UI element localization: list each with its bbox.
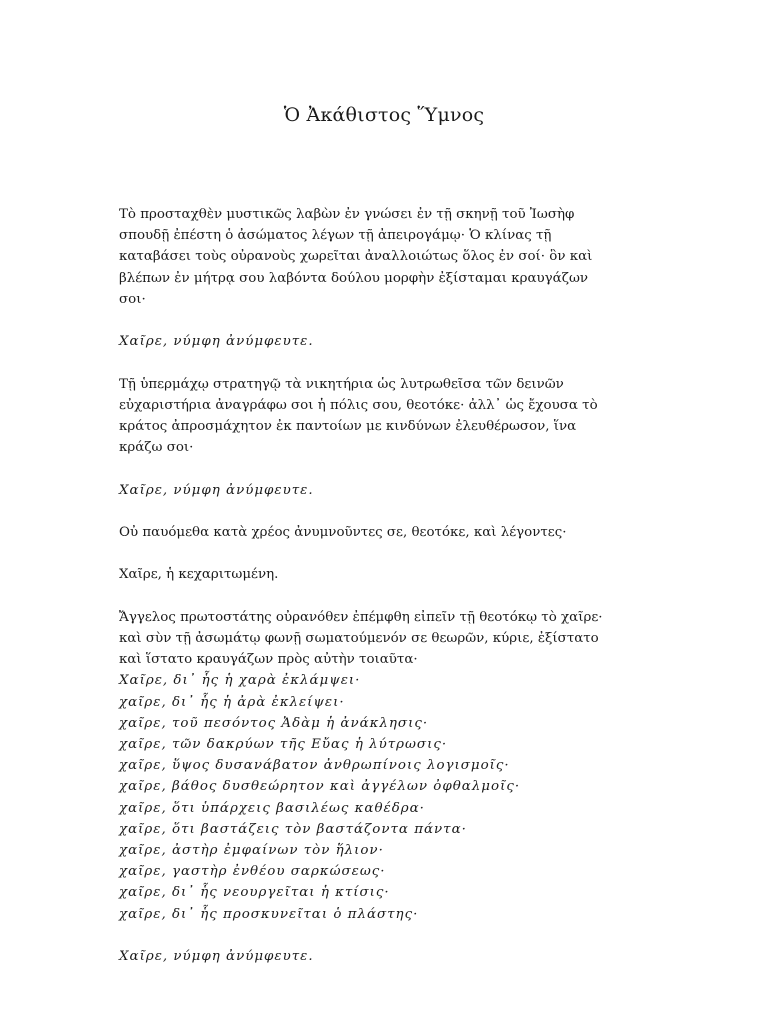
text-line: κράζω σοι· — [119, 440, 194, 456]
text-line: σπουδῇ ἐπέστη ὁ ἀσώματος λέγων τῇ ἀπειρογάμῳ· Ὁ κλίνας τῇ — [119, 228, 552, 244]
paragraph-spacer — [119, 310, 639, 331]
paragraph-ou-pavometha — [119, 522, 639, 543]
text-line: κράτος ἀπροσμάχητον ἐκ παντοίων με κινδύνων ἐλευθέρωσον, ἵνα — [119, 419, 577, 434]
document-title: Ὁ Ἀκάθιστος Ὕμνος — [283, 104, 485, 126]
text-line: βλέπων ἐν μήτρᾳ σου λαβόντα δούλου μορφὴν ἐξίσταμαι κραυγάζων — [119, 270, 589, 286]
document-body — [119, 204, 639, 967]
chairetismos-line: χαῖρε, ἀστὴρ ἐμφαίνων τὸν ἥλιον· — [119, 843, 384, 858]
text-line: σοι· — [119, 291, 146, 307]
chairetismos-line: χαῖρε, γαστὴρ ἐνθέου σαρκώσεως· — [119, 864, 386, 880]
refrain-paragraph — [119, 331, 639, 352]
chairetismos-line: χαῖρε, δι᾽ ἧς ἡ ἀρὰ ἐκλείψει· — [119, 694, 345, 710]
chairetismos-line: χαῖρε, τῶν δακρύων τῆς Εὔας ἡ λύτρωσις· — [119, 736, 448, 752]
text-line: καὶ ἵστατο κραυγάζων πρὸς αὐτὴν τοιαῦτα· — [119, 652, 418, 668]
chairetismos-line: χαῖρε, ὅτι βαστάζεις τὸν βαστάζοντα πάντα· — [119, 821, 467, 837]
paragraph-spacer — [119, 925, 639, 946]
chairetismos-line: χαῖρε, ὕψος δυσανάβατον ἀνθρωπίνοις λογισμοῖς· — [119, 758, 510, 774]
refrain-line: Χαῖρε, νύμφη ἀνύμφευτε. — [119, 482, 314, 498]
text-line: καταβάσει τοὺς οὐρανοὺς χωρεῖται ἀναλλοιώτως ὅλος ἐν σοί· ὃν καὶ — [119, 249, 593, 265]
chairetismos-line: χαῖρε, δι᾽ ἧς νεουργεῖται ἡ κτίσις· — [119, 885, 390, 901]
paragraph-spacer — [119, 352, 639, 373]
refrain-paragraph — [119, 946, 639, 967]
text-line: εὐχαριστήρια ἀναγράφω σοι ἡ πόλις σου, θεοτόκε· ἀλλ᾽ ὡς ἔχουσα τὸ — [119, 397, 598, 413]
chairetismos-line: χαῖρε, δι᾽ ἧς προσκυνεῖται ὁ πλάστης· — [119, 906, 419, 922]
refrain-line: Χαῖρε, νύμφη ἀνύμφευτε. — [119, 334, 314, 350]
paragraph-spacer — [119, 501, 639, 522]
chairetismos-line: χαῖρε, βάθος δυσθεώρητον καὶ ἀγγέλων ὀφθαλμοῖς· — [119, 779, 521, 795]
paragraph-kontakion-intro — [119, 204, 639, 310]
text-line: Τὸ προσταχθὲν μυστικῶς λαβὼν ἐν γνώσει ἐν τῇ σκηνῇ τοῦ Ἰωσὴφ — [119, 207, 575, 222]
paragraph-spacer — [119, 586, 639, 607]
paragraph-kecharitomeni — [119, 564, 639, 585]
refrain-paragraph — [119, 480, 639, 501]
text-line: Οὐ παυόμεθα κατὰ χρέος ἀνυμνοῦντες σε, θεοτόκε, καὶ λέγοντες· — [119, 524, 567, 540]
chairetismos-line: χαῖρε, ὅτι ὑπάρχεις βασιλέως καθέδρα· — [119, 800, 425, 816]
text-line: καὶ σὺν τῇ ἀσωμάτῳ φωνῇ σωματούμενόν σε θεωρῶν, κύριε, ἐξίστατο — [119, 630, 599, 646]
text-line: Τῇ ὑπερμάχῳ στρατηγῷ τὰ νικητήρια ὡς λυτρωθεῖσα τῶν δεινῶν — [119, 376, 564, 392]
paragraph-oikos-angelos — [119, 607, 639, 925]
chairetismos-line: Χαῖρε, δι᾽ ἧς ἡ χαρὰ ἐκλάμψει· — [119, 673, 361, 689]
paragraph-spacer — [119, 543, 639, 564]
refrain-line: Χαῖρε, νύμφη ἀνύμφευτε. — [119, 949, 314, 964]
paragraph-hypermacho — [119, 374, 639, 459]
text-line: Ἄγγελος πρωτοστάτης οὐρανόθεν ἐπέμφθη εἰπεῖν τῇ θεοτόκῳ τὸ χαῖρε· — [119, 609, 603, 625]
paragraph-spacer — [119, 458, 639, 479]
text-line: Χαῖρε, ἡ κεχαριτωμένη. — [119, 567, 279, 583]
chairetismos-line: χαῖρε, τοῦ πεσόντος Ἀδὰμ ἡ ἀνάκλησις· — [119, 715, 429, 731]
